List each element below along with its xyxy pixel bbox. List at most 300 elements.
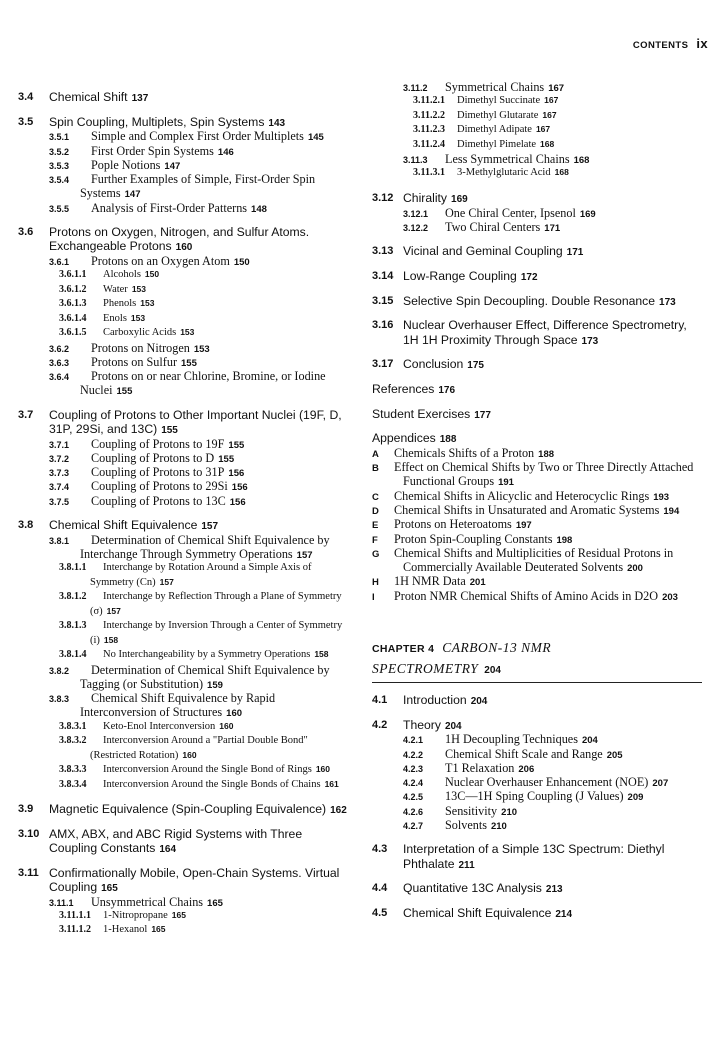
- toc-entry-page: 198: [556, 534, 573, 546]
- toc-entry-page: 157: [159, 576, 174, 587]
- toc-entry-page: 156: [229, 496, 246, 508]
- toc-entry-title: References: [372, 381, 435, 396]
- toc-entry: [372, 503, 702, 517]
- toc-entry-page: 148: [251, 203, 267, 215]
- toc-entry-title: Chemicals Shifts of a Proton: [394, 445, 535, 460]
- toc-entry-number: 4.2.7: [403, 821, 424, 832]
- toc-entry: [18, 158, 353, 172]
- toc-entry-title: First Order Spin Systems: [91, 143, 214, 158]
- toc-entry: [18, 129, 353, 143]
- toc-entry: [372, 152, 702, 166]
- toc-entry-number: 3.17: [372, 358, 394, 371]
- toc-entry: [18, 437, 353, 451]
- toc-entry-page: 210: [501, 806, 518, 818]
- toc-entry-page: 171: [544, 222, 561, 234]
- toc-entry-title: Proton NMR Chemical Shifts of Amino Acids in D2O: [394, 588, 659, 603]
- toc-entry: [18, 283, 353, 297]
- toc-entry-number: 4.4: [372, 882, 388, 895]
- toc-entry-page: 153: [130, 312, 146, 323]
- toc-entry-number: 3.5.3: [49, 160, 70, 171]
- toc-entry: [372, 109, 702, 123]
- toc-entry-title: Dimethyl Succinate: [457, 95, 541, 107]
- toc-entry-title: 1-Hexanol: [103, 924, 148, 936]
- toc-entry-number: 3.8.1.4: [59, 649, 87, 661]
- toc-entry-page: 176: [438, 384, 456, 396]
- toc-entry: [18, 590, 353, 619]
- toc-entry-page: 204: [581, 735, 598, 747]
- toc-entry: [372, 775, 702, 789]
- toc-entry: [372, 407, 702, 422]
- toc-entry: [372, 589, 702, 603]
- toc-entry-title: Low-Range Coupling: [403, 268, 517, 283]
- toc-entry-title: Introduction: [403, 693, 467, 708]
- toc-entry-number: 3.11.3.1: [413, 167, 445, 179]
- toc-entry-number: 3.6.1: [49, 256, 70, 267]
- toc-entry-page: 167: [544, 95, 559, 106]
- toc-entry-title: Chemical Shifts and Multiplicities of Residual Protons in Commercially Available Deuterated Solvents: [394, 545, 674, 575]
- toc-entry-page: 207: [652, 778, 669, 790]
- chapter-page: 204: [484, 665, 501, 677]
- toc-entry-title: Protons on or near Chlorine, Bromine, or Iodine Nuclei: [80, 369, 326, 398]
- toc-entry-title: Water: [103, 283, 128, 295]
- toc-entry-title: Proton Spin-Coupling Constants: [394, 531, 553, 546]
- toc-entry-number: 4.2.1: [403, 735, 424, 746]
- toc-entry-number: C: [372, 491, 379, 503]
- running-head: [633, 36, 708, 51]
- toc-entry-page: 167: [542, 109, 557, 120]
- toc-entry-page: 167: [535, 124, 551, 135]
- toc-entry: [372, 269, 702, 284]
- toc-entry: [372, 906, 702, 921]
- toc-entry: [18, 533, 353, 562]
- toc-entry-title: Unsymmetrical Chains: [91, 894, 204, 909]
- toc-entry: [372, 532, 702, 546]
- toc-entry-title: Coupling of Protons to 13C: [91, 493, 226, 508]
- toc-entry-title: Sensitivity: [445, 803, 498, 818]
- toc-entry: [18, 312, 353, 326]
- toc-entry-number: E: [372, 520, 379, 532]
- toc-entry-number: 4.5: [372, 906, 388, 919]
- running-head-label: CONTENTS: [632, 40, 689, 51]
- toc-entry-page: 193: [653, 491, 670, 503]
- toc-entry-title: Chemical Shift Scale and Range: [445, 746, 603, 761]
- toc-entry-title: Conclusion: [403, 357, 464, 372]
- toc-entry: [18, 663, 353, 692]
- toc-entry-number: 4.2.3: [403, 763, 424, 774]
- toc-entry-title: Dimethyl Adipate: [457, 124, 532, 136]
- toc-entry-page: 162: [330, 805, 347, 817]
- toc-entry-title: Theory: [403, 717, 441, 732]
- toc-entry-page: 157: [106, 605, 121, 616]
- toc-entry: [372, 881, 702, 896]
- toc-entry: [18, 115, 353, 130]
- toc-entry-number: 3.5.1: [49, 132, 70, 143]
- toc-entry-page: 158: [103, 634, 119, 645]
- toc-entry-title: Vicinal and Geminal Coupling: [403, 244, 563, 259]
- toc-entry-title: Chemical Shift Equivalence: [49, 517, 198, 532]
- toc-entry-title: Protons on Sulfur: [91, 354, 177, 369]
- toc-entry-page: 155: [228, 439, 245, 451]
- toc-entry: [18, 465, 353, 479]
- toc-entry: [18, 172, 353, 201]
- toc-entry-page: 197: [515, 520, 532, 532]
- toc-entry-number: 3.5.2: [49, 146, 70, 157]
- toc-entry-title: Interconversion Around the Single Bonds of Chains: [103, 778, 321, 790]
- toc-entry-page: 155: [161, 424, 178, 436]
- toc-entry-page: 155: [218, 453, 235, 465]
- toc-entry-number: 3.7.4: [49, 482, 70, 493]
- toc-entry: [372, 489, 702, 503]
- toc-entry-number: 3.6: [18, 225, 34, 238]
- toc-entry-number: F: [372, 534, 378, 546]
- toc-entry-title: Chemical Shift Equivalence: [403, 905, 552, 920]
- toc-entry: [18, 720, 353, 734]
- toc-entry-title: 3-Methylglutaric Acid: [457, 167, 551, 179]
- toc-entry-page: 169: [579, 208, 596, 220]
- toc-entry-number: B: [372, 463, 379, 475]
- toc-entry-title: Analysis of First-Order Patterns: [91, 200, 248, 215]
- toc-entry-page: 203: [662, 591, 678, 603]
- toc-entry-page: 153: [180, 327, 195, 338]
- toc-entry-page: 169: [451, 193, 468, 205]
- toc-entry-page: 171: [566, 247, 584, 259]
- toc-entry-number: 3.11.2.1: [413, 95, 445, 107]
- toc-entry-title: Keto-Enol Interconversion: [103, 720, 216, 732]
- toc-entry-page: 160: [219, 720, 234, 731]
- toc-entry: [372, 460, 702, 489]
- toc-entry: [18, 895, 353, 909]
- toc-entry-page: 153: [140, 298, 155, 309]
- toc-entry-number: 3.13: [372, 245, 394, 258]
- toc-entry-title: Coupling of Protons to 29Si: [91, 479, 228, 494]
- toc-entry: [18, 144, 353, 158]
- toc-entry-title: One Chiral Center, Ipsenol: [445, 205, 576, 220]
- toc-entry-title: Interpretation of a Simple 13C Spectrum: Diethyl Phthalate: [403, 842, 665, 871]
- toc-entry-number: 3.6.2: [49, 343, 70, 354]
- toc-entry-title: Quantitative 13C Analysis: [403, 881, 542, 896]
- toc-entry: [18, 866, 353, 895]
- toc-entry-number: 3.7: [18, 408, 34, 421]
- toc-entry-number: 3.6.3: [49, 357, 70, 368]
- toc-entry-number: 3.16: [372, 319, 394, 332]
- toc-entry-title: Spin Coupling, Multiplets, Spin Systems: [49, 114, 265, 129]
- toc-entry: [372, 818, 702, 832]
- toc-entry: [372, 294, 702, 309]
- toc-entry-page: 145: [307, 132, 324, 144]
- toc-right-top: [372, 80, 702, 603]
- toc-entry-page: 153: [193, 343, 210, 355]
- toc-entry-number: 3.8.1.3: [59, 620, 87, 632]
- toc-entry: [18, 619, 353, 648]
- toc-entry-title: Carboxylic Acids: [103, 327, 177, 339]
- toc-entry: [372, 94, 702, 108]
- toc-entry-number: 3.8.2: [49, 665, 70, 676]
- toc-entry-title: Interconversion Around a "Partial Double Bond" (Restricted Rotation): [90, 735, 308, 761]
- toc-entry-page: 210: [490, 821, 507, 833]
- chapter-4-heading: [372, 637, 702, 683]
- toc-entry-number: 3.11.2: [403, 83, 428, 93]
- toc-entry-page: 165: [207, 897, 223, 909]
- toc-entry-number: D: [372, 506, 379, 517]
- toc-entry-number: 3.6.4: [49, 372, 70, 383]
- toc-entry-page: 150: [233, 256, 250, 268]
- toc-entry-page: 153: [131, 283, 146, 294]
- toc-entry-number: 3.4: [18, 91, 34, 103]
- toc-entry-title: Alcohols: [103, 269, 141, 281]
- toc-entry-page: 168: [573, 155, 590, 167]
- toc-entry: [18, 225, 353, 254]
- toc-entry-page: 172: [520, 271, 538, 283]
- toc-entry-title: Further Examples of Simple, First-Order Spin Systems: [80, 172, 316, 201]
- toc-entry-number: 3.7.5: [49, 496, 70, 507]
- toc-entry-title: Protons on Nitrogen: [91, 340, 190, 355]
- toc-entry: [372, 191, 702, 206]
- toc-entry-page: 165: [171, 909, 186, 920]
- toc-entry-number: 3.12.1: [403, 208, 429, 219]
- toc-entry-number: 3.10: [18, 827, 40, 840]
- toc-entry-number: 4.2: [372, 718, 388, 731]
- toc-entry: [18, 518, 353, 533]
- chapter-title-line2: SPECTROMETRY: [372, 661, 479, 677]
- toc-entry-page: 160: [182, 749, 197, 760]
- toc-entry-number: 3.11: [18, 866, 39, 879]
- toc-entry-title: Protons on an Oxygen Atom: [91, 253, 230, 268]
- toc-entry-page: 161: [324, 778, 339, 789]
- toc-entry-title: Coupling of Protons to Other Important Nuclei (19F, D, 31P, 29Si, and 13C): [49, 407, 342, 436]
- toc-entry-title: Student Exercises: [372, 406, 471, 421]
- toc-entry: [18, 648, 353, 662]
- toc-entry: [372, 842, 702, 871]
- toc-entry: [18, 827, 353, 856]
- toc-entry-number: 4.3: [372, 843, 388, 856]
- toc-entry-title: 1H Decoupling Techniques: [445, 732, 578, 747]
- toc-entry-title: No Interchangeability by a Symmetry Operations: [103, 649, 311, 661]
- toc-entry-title: Appendices: [372, 431, 436, 446]
- toc-entry-page: 211: [458, 859, 475, 871]
- toc-entry-number: 3.7.2: [49, 453, 70, 464]
- toc-entry: [18, 734, 353, 763]
- toc-entry-page: 188: [538, 448, 555, 460]
- toc-entry-number: 3.9: [18, 803, 34, 816]
- toc-entry: [18, 923, 353, 937]
- toc-entry-title: Chemical Shift Equivalence by Rapid Interconversion of Structures: [80, 691, 276, 720]
- toc-entry-number: 3.11.1: [49, 897, 74, 908]
- toc-entry-page: 165: [151, 924, 166, 935]
- toc-entry-page: 194: [663, 506, 680, 517]
- toc-entry-title: Interchange by Reflection Through a Plane of Symmetry (σ): [90, 591, 342, 617]
- toc-entry-title: Protons on Heteroatoms: [394, 517, 512, 532]
- toc-entry: [372, 123, 702, 137]
- toc-entry: [372, 80, 702, 94]
- toc-entry-page: 157: [296, 549, 313, 561]
- toc-entry-number: 3.15: [372, 294, 394, 307]
- toc-entry-page: 188: [439, 434, 457, 446]
- toc-entry: [18, 408, 353, 437]
- toc-entry-page: 204: [444, 720, 462, 732]
- toc-entry-title: Dimethyl Pimelate: [457, 138, 537, 150]
- toc-entry-page: 147: [164, 160, 181, 172]
- toc-entry-title: Coupling of Protons to D: [91, 450, 215, 465]
- toc-entry-title: Nuclear Overhauser Enhancement (NOE): [445, 775, 649, 790]
- toc-entry-page: 177: [474, 409, 491, 421]
- toc-entry-number: 4.1: [372, 694, 388, 707]
- toc-entry-number: 3.6.1.1: [59, 269, 87, 281]
- toc-entry-title: Less Symmetrical Chains: [445, 152, 570, 167]
- toc-entry-number: 3.6.1.2: [59, 283, 87, 295]
- toc-entry-number: 3.7.3: [49, 468, 70, 479]
- chapter-label: CHAPTER 4: [372, 642, 435, 655]
- toc-entry-page: 146: [217, 146, 234, 158]
- toc-entry-page: 175: [467, 360, 484, 372]
- toc-entry-page: 209: [627, 792, 644, 804]
- toc-entry: [18, 326, 353, 340]
- toc-entry: [18, 268, 353, 282]
- toc-entry-page: 155: [116, 386, 133, 398]
- toc-entry-number: 3.8.1.2: [59, 591, 87, 603]
- toc-entry: [372, 718, 702, 733]
- toc-entry: [18, 909, 353, 923]
- toc-entry-number: 3.8: [18, 518, 34, 531]
- toc-entry-page: 156: [231, 482, 248, 494]
- toc-entry: [372, 206, 702, 220]
- toc-entry: [18, 561, 353, 590]
- toc-entry-page: 165: [101, 882, 118, 894]
- toc-entry: [18, 254, 353, 268]
- toc-entry-page: 200: [627, 563, 643, 575]
- toc-entry-title: 1H NMR Data: [394, 574, 466, 589]
- toc-entry-title: T1 Relaxation: [445, 760, 515, 775]
- toc-entry-title: Coupling of Protons to 19F: [91, 436, 225, 451]
- toc-entry-page: 213: [545, 884, 563, 896]
- toc-entry-number: 3.8.3.1: [59, 720, 87, 732]
- toc-entry-number: 3.11.3: [403, 155, 428, 166]
- toc-entry-title: 1-Nitropropane: [103, 909, 168, 921]
- toc-entry: [18, 691, 353, 720]
- toc-entry-page: 155: [181, 357, 197, 369]
- toc-entry-number: 4.2.5: [403, 792, 424, 803]
- toc-entry-number: 3.8.3: [49, 694, 70, 705]
- toc-right-bottom: [372, 693, 702, 921]
- toc-entry-number: 3.6.1.4: [59, 312, 87, 324]
- toc-entry-number: 3.8.3.2: [59, 735, 87, 747]
- toc-entry-number: 3.14: [372, 269, 394, 282]
- toc-entry-page: 191: [498, 477, 514, 489]
- toc-entry: [18, 355, 353, 369]
- toc-entry-number: 4.2.4: [403, 778, 424, 789]
- toc-entry: [372, 804, 702, 818]
- toc-entry-number: 3.11.1.1: [59, 909, 91, 921]
- toc-entry-number: H: [372, 577, 379, 589]
- toc-entry-title: Interchange by Inversion Through a Center of Symmetry (i): [90, 620, 343, 646]
- toc-entry-title: Interchange by Rotation Around a Simple Axis of Symmetry (Cn): [90, 562, 312, 588]
- toc-entry-page: 173: [581, 335, 599, 347]
- toc-entry-title: Pople Notions: [91, 157, 161, 172]
- toc-entry-title: Symmetrical Chains: [445, 80, 545, 94]
- toc-entry: [18, 479, 353, 493]
- toc-entry-page: 160: [226, 708, 243, 720]
- toc-entry-number: 3.5.4: [49, 175, 70, 186]
- toc-entry-title: Chemical Shifts in Unsaturated and Aromatic Systems: [394, 503, 660, 517]
- toc-entry-page: 214: [555, 908, 573, 920]
- toc-entry: [18, 802, 353, 817]
- toc-entry-title: AMX, ABX, and ABC Rigid Systems with Three Coupling Constants: [49, 826, 303, 855]
- toc-entry-number: 3.12.2: [403, 222, 429, 233]
- toc-entry: [18, 297, 353, 311]
- toc-entry-number: 3.8.3.3: [59, 764, 87, 776]
- toc-entry: [372, 693, 702, 708]
- toc-entry-title: Effect on Chemical Shifts by Two or Three Directly Attached Functional Groups: [394, 460, 694, 489]
- toc-entry-title: Nuclear Overhauser Effect, Difference Spectrometry, 1H 1H Proximity Through Space: [403, 318, 687, 347]
- toc-entry-number: 3.11.2.4: [413, 138, 445, 150]
- toc-entry-page: 205: [606, 749, 623, 761]
- toc-entry: [372, 446, 702, 460]
- toc-entry-title: Protons on Oxygen, Nitrogen, and Sulfur Atoms. Exchangeable Protons: [49, 224, 310, 254]
- toc-entry-page: 158: [314, 649, 329, 660]
- toc-entry-page: 204: [470, 696, 488, 708]
- toc-entry-title: Chemical Shifts in Alicyclic and Heterocyclic Rings: [394, 488, 650, 503]
- toc-entry: [18, 369, 353, 398]
- toc-entry-page: 143: [268, 117, 286, 129]
- toc-entry-title: Coupling of Protons to 31P: [91, 465, 225, 480]
- toc-entry: [372, 138, 702, 152]
- toc-entry: [372, 747, 702, 761]
- toc-entry-number: 3.7.1: [49, 439, 70, 450]
- toc-entry-number: 3.6.1.5: [59, 327, 87, 339]
- toc-entry-page: 201: [469, 577, 486, 589]
- toc-entry: [18, 451, 353, 465]
- toc-entry-page: 157: [201, 520, 219, 532]
- toc-entry-page: 173: [659, 296, 676, 308]
- toc-entry-page: 160: [315, 764, 330, 775]
- toc-entry-page: 156: [228, 468, 245, 480]
- toc-entry: [18, 763, 353, 777]
- toc-left-column: [18, 80, 353, 938]
- toc-entry: [18, 341, 353, 355]
- toc-entry-number: 4.2.6: [403, 806, 424, 817]
- toc-entry: [18, 201, 353, 215]
- toc-entry-number: 3.5: [18, 115, 34, 128]
- toc-entry-title: Dimethyl Glutarate: [457, 109, 539, 121]
- toc-entry: [372, 244, 702, 259]
- chapter-title-line1: CARBON-13 NMR: [442, 639, 552, 655]
- toc-entry-title: Selective Spin Decoupling. Double Resonance: [403, 293, 656, 308]
- toc-entry-page: 168: [554, 167, 569, 178]
- toc-entry-number: 3.6.1.3: [59, 298, 87, 310]
- toc-entry-page: 160: [175, 242, 193, 254]
- toc-entry-page: 167: [548, 83, 565, 94]
- toc-entry-title: 13C—1H Sping Coupling (J Values): [445, 789, 624, 804]
- toc-entry-number: 3.11.2.3: [413, 124, 445, 136]
- toc-entry-number: 3.12: [372, 191, 394, 204]
- toc-entry: [18, 778, 353, 792]
- toc-entry-page: 206: [518, 763, 535, 775]
- toc-entry-number: 3.8.3.4: [59, 778, 87, 790]
- toc-entry-page: 168: [540, 138, 555, 149]
- toc-entry: [372, 318, 702, 347]
- toc-entry-title: Two Chiral Centers: [445, 219, 541, 234]
- toc-entry: [372, 166, 702, 180]
- toc-entry-number: 3.8.1: [49, 535, 70, 546]
- toc-entry-title: Enols: [103, 312, 127, 324]
- toc-entry-number: A: [372, 448, 379, 460]
- toc-entry: [372, 761, 702, 775]
- toc-entry-number: I: [372, 591, 375, 603]
- toc-entry-number: G: [372, 548, 380, 560]
- toc-entry: [372, 789, 702, 803]
- toc-entry-number: 3.5.5: [49, 203, 70, 214]
- toc-entry: [372, 382, 702, 397]
- toc-entry-title: Magnetic Equivalence (Spin-Coupling Equivalence): [49, 802, 327, 817]
